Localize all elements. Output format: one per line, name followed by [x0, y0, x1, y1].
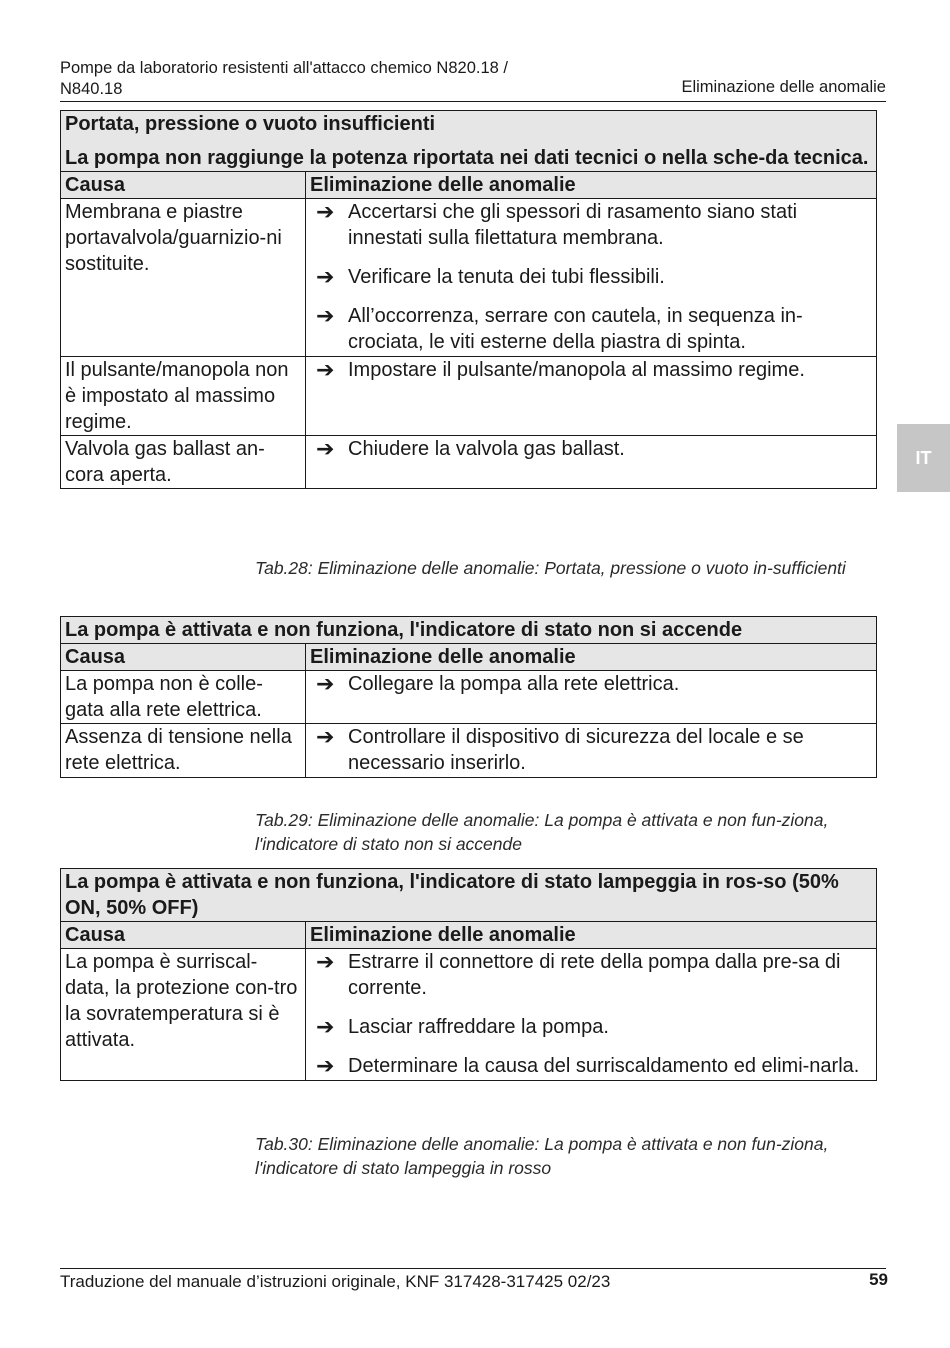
cause-cell: Membrana e piastre portavalvola/guarnizio-ni sostituite. [61, 199, 306, 357]
arrow-right-icon: ➔ [316, 199, 335, 224]
arrow-right-icon: ➔ [316, 436, 335, 461]
remedy-cell [306, 199, 877, 357]
column-header-cause: Causa [61, 172, 306, 199]
step-text: Impostare il pulsante/manopola al massimo regime. [348, 359, 805, 381]
remedy-step [310, 303, 872, 355]
troubleshooting-table-30 [60, 868, 877, 1081]
remedy-step [310, 671, 872, 697]
table-title: Portata, pressione o vuoto insufficienti [65, 113, 436, 135]
table-row [61, 199, 877, 357]
document-title-line1: Pompe da laboratorio resistenti all'attacco chemico N820.18 / [60, 59, 508, 77]
step-text: Accertarsi che gli spessori di rasamento siano stati innestati sulla filettatura membrana. [348, 201, 798, 249]
remedy-step [310, 1053, 872, 1079]
column-header-remedy: Eliminazione delle anomalie [306, 172, 877, 199]
step-text: All’occorrenza, serrare con cautela, in sequenza in-crociata, le viti esterne della piastra di spinta. [348, 305, 803, 353]
step-text: Chiudere la valvola gas ballast. [348, 438, 625, 460]
table-subtitle: La pompa non raggiunge la potenza riportata nei dati tecnici o nella sche-da tecnica. [65, 147, 869, 169]
step-text: Estrarre il connettore di rete della pompa dalla pre-sa di corrente. [348, 951, 841, 999]
step-text: Determinare la causa del surriscaldamento ed elimi-narla. [348, 1055, 860, 1077]
header-divider [60, 101, 886, 102]
arrow-right-icon: ➔ [316, 303, 335, 328]
remedy-cell [306, 357, 877, 436]
table-row [61, 357, 877, 436]
column-header-remedy: Eliminazione delle anomalie [306, 644, 877, 671]
column-header-cause: Causa [61, 922, 306, 949]
remedy-cell [306, 949, 877, 1081]
arrow-right-icon: ➔ [316, 949, 335, 974]
page-number: 59 [869, 1270, 888, 1289]
remedy-cell [306, 724, 877, 778]
table-row [61, 671, 877, 724]
step-text: Collegare la pompa alla rete elettrica. [348, 673, 680, 695]
arrow-right-icon: ➔ [316, 671, 335, 696]
footer-text: Traduzione del manuale d’istruzioni originale, KNF 317428-317425 02/23 [60, 1272, 611, 1291]
remedy-cell [306, 671, 877, 724]
table-row [61, 724, 877, 778]
table-title-cell [61, 617, 877, 644]
remedy-step [310, 357, 872, 383]
remedy-step [310, 199, 872, 251]
step-text: Controllare il dispositivo di sicurezza del locale e se necessario inserirlo. [348, 726, 804, 774]
document-title-line2: N840.18 [60, 80, 123, 98]
cause-cell: La pompa non è colle-gata alla rete elettrica. [61, 671, 306, 724]
arrow-right-icon: ➔ [316, 357, 335, 382]
table-caption: Tab.30: Eliminazione delle anomalie: La pompa è attivata e non fun-ziona, l'indicatore di stato lampeggia in rosso [255, 1134, 829, 1178]
cause-cell: Il pulsante/manopola non è impostato al massimo regime. [61, 357, 306, 436]
remedy-step [310, 1014, 872, 1040]
table-row [61, 436, 877, 489]
table-title: La pompa è attivata e non funziona, l'indicatore di stato lampeggia in ros-so (50% ON, 50% OFF) [65, 871, 839, 919]
arrow-right-icon: ➔ [316, 1053, 335, 1078]
arrow-right-icon: ➔ [316, 264, 335, 289]
table-title-cell [61, 111, 877, 172]
remedy-step [310, 949, 872, 1001]
cause-cell: Valvola gas ballast an-cora aperta. [61, 436, 306, 489]
remedy-step [310, 724, 872, 776]
step-text: Lasciar raffreddare la pompa. [348, 1016, 609, 1038]
arrow-right-icon: ➔ [316, 1014, 335, 1039]
cause-cell: La pompa è surriscal-data, la protezione con-tro la sovratemperatura si è attivata. [61, 949, 306, 1081]
footer-divider [60, 1268, 886, 1269]
cause-cell: Assenza di tensione nella rete elettrica. [61, 724, 306, 778]
step-text: Verificare la tenuta dei tubi flessibili. [348, 266, 665, 288]
remedy-step [310, 264, 872, 290]
table-title: La pompa è attivata e non funziona, l'indicatore di stato non si accende [65, 619, 743, 641]
column-header-cause: Causa [61, 644, 306, 671]
column-header-remedy: Eliminazione delle anomalie [306, 922, 877, 949]
remedy-cell [306, 436, 877, 489]
section-title: Eliminazione delle anomalie [681, 78, 886, 96]
language-tab: IT [897, 424, 950, 492]
table-caption: Tab.28: Eliminazione delle anomalie: Portata, pressione o vuoto in-sufficienti [255, 558, 846, 578]
troubleshooting-table-29 [60, 616, 877, 778]
table-row [61, 949, 877, 1081]
troubleshooting-table-28 [60, 110, 877, 489]
table-title-cell [61, 869, 877, 922]
table-caption: Tab.29: Eliminazione delle anomalie: La pompa è attivata e non fun-ziona, l'indicatore di stato non si accende [255, 810, 829, 854]
arrow-right-icon: ➔ [316, 724, 335, 749]
remedy-step [310, 436, 872, 462]
document-title [60, 58, 580, 100]
